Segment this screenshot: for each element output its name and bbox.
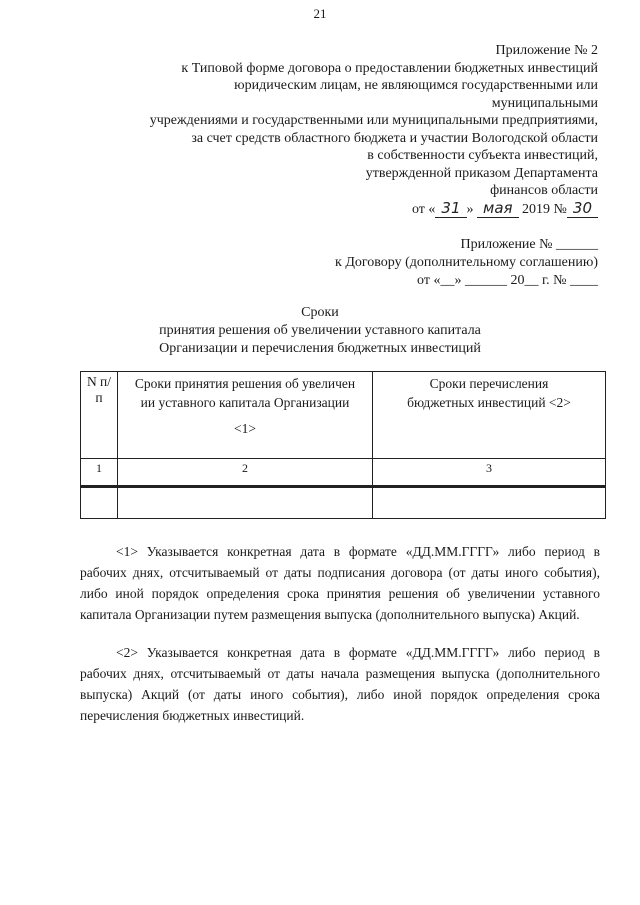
footnote-ref: <1> (234, 421, 256, 436)
footnotes (80, 541, 600, 743)
approval-line: финансов области (490, 183, 598, 198)
header-line: Сроки перечисления (429, 376, 549, 391)
approval-line: за счет средств областного бюджета и участии Вологодской области (191, 130, 598, 146)
table-row (81, 487, 606, 519)
header-num: N п/п (81, 372, 118, 459)
table-cell (81, 487, 118, 519)
header-line: бюджетных инвестиций <2> (407, 395, 571, 410)
approval-line: муниципальными (491, 95, 598, 111)
date-day-handwritten: 31 (435, 199, 466, 218)
title-line: принятия решения об увеличении уставного капитала (159, 323, 481, 338)
table-cell: 1 (81, 459, 118, 487)
table-cell: 3 (373, 459, 606, 487)
approval-line: к Типовой форме договора о предоставлении бюджетных инвестиций (181, 60, 598, 76)
approval-line: утвержденной приказом Департамента (365, 165, 598, 181)
approval-date (78, 200, 598, 219)
date-prefix: от « (411, 201, 436, 217)
date-mid: » (466, 201, 474, 217)
table-row (81, 459, 606, 487)
document-title (0, 304, 640, 358)
header-line: ии уставного капитала Организации (140, 395, 350, 410)
approval-line: юридическим лицам, не являющимся государственными или (234, 78, 598, 93)
approval-line: Приложение № 2 (495, 43, 598, 58)
approval-block (78, 42, 598, 218)
appendix-line: к Договору (дополнительному соглашению) (335, 255, 598, 270)
terms-table (80, 371, 606, 519)
title-line: Сроки (301, 305, 339, 320)
footnote-2: <2> Указывается конкретная дата в формате «ДД.ММ.ГГГГ» либо период в рабочих днях, отсчитываемый от даты начала размещения выпуска (дополнительного выпуска) Акций (от даты иного события), либо иной порядок определения срока перечисления бюджетных инвестиций. (80, 645, 600, 723)
page-number: 21 (313, 6, 327, 21)
approval-line: учреждениями и государственными или муниципальными предприятиями, (149, 113, 598, 128)
header-transfer-terms (373, 372, 606, 459)
table-cell: 2 (118, 459, 373, 487)
contract-appendix-block (198, 236, 598, 290)
table-cell (373, 487, 606, 519)
header-line: Сроки принятия решения об увеличен (134, 376, 356, 391)
table-cell (118, 487, 373, 519)
title-line: Организации и перечисления бюджетных инвестиций (159, 341, 481, 356)
footnote-1: <1> Указывается конкретная дата в формате «ДД.ММ.ГГГГ» либо период в рабочих днях, отсчитываемый от даты подписания договора (от даты иного события), либо иной порядок определения срока принятия решения об увеличении уставного капитала Организации путем размещения выпуска (дополнительного выпуска) Акций. (80, 544, 600, 622)
approval-line: в собственности субъекта инвестиций, (367, 148, 598, 163)
date-year: 2019 № (522, 201, 567, 217)
table-header-row (81, 372, 606, 459)
order-number-handwritten: 30 (567, 199, 598, 218)
appendix-line: от «__» ______ 20__ г. № ____ (417, 273, 598, 288)
date-month-handwritten: мая (477, 199, 519, 218)
header-decision-terms (118, 372, 373, 459)
appendix-line: Приложение № ______ (460, 237, 598, 252)
